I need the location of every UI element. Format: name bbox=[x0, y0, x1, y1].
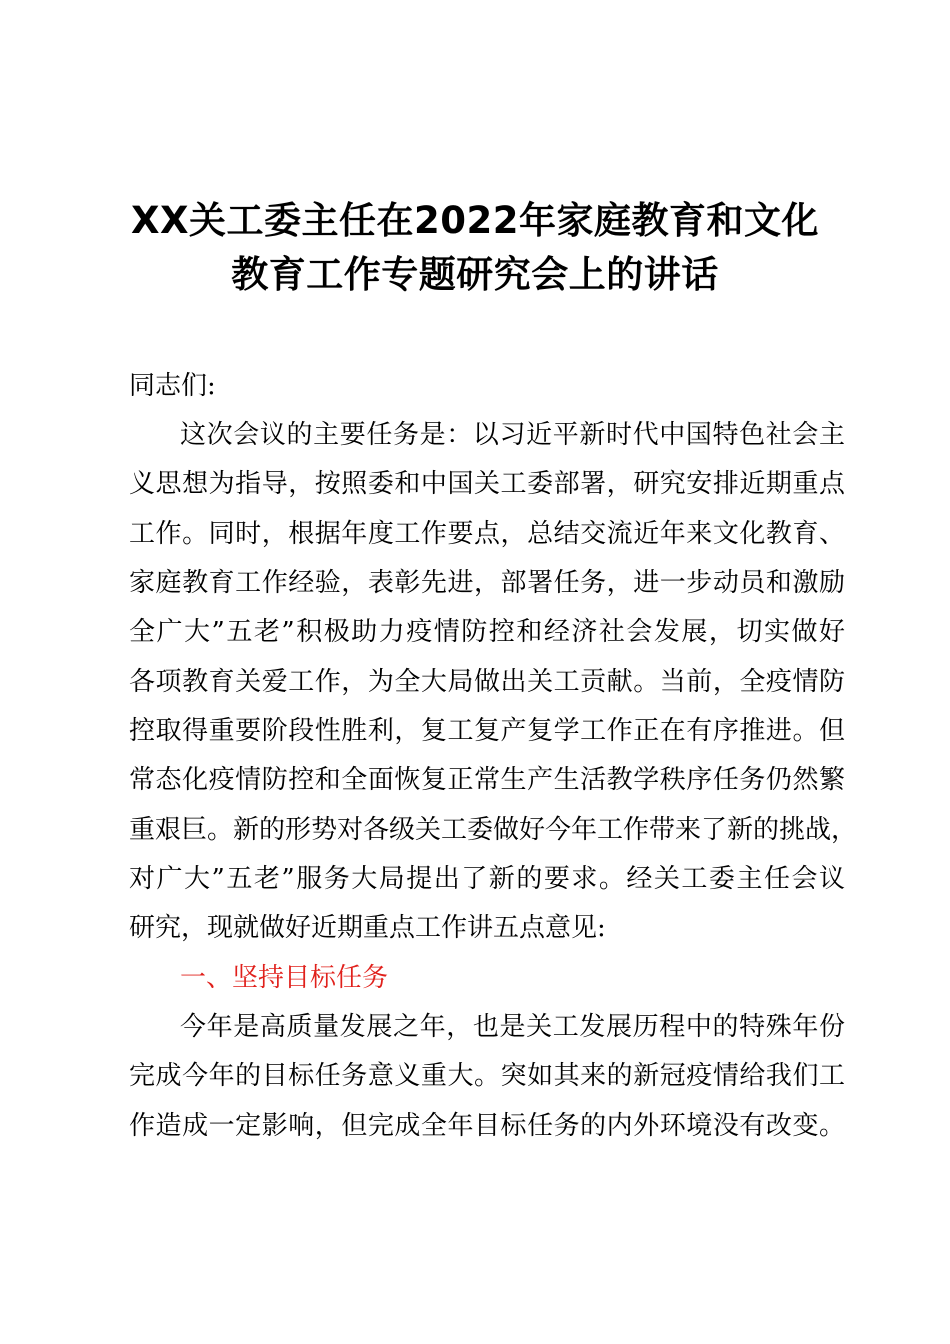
paragraph-1-line: 工作。同时，根据年度工作要点，总结交流近年来文化教育、 bbox=[129, 519, 845, 549]
paragraph-1-line: 对广大”五老”服务大局提出了新的要求。经关工委主任会议 bbox=[129, 864, 845, 894]
paragraph-1-line: 常态化疫情防控和全面恢复正常生产生活教学秩序任务仍然繁 bbox=[129, 765, 845, 795]
document-title-line-2: 教育工作专题研究会上的讲话 bbox=[231, 253, 719, 296]
paragraph-1-line: 各项教育关爱工作，为全大局做出关工贡献。当前，全疫情防 bbox=[129, 667, 845, 697]
paragraph-2-line: 作造成一定影响，但完成全年目标任务的内外环境没有改变。 bbox=[129, 1111, 845, 1141]
paragraph-1-line: 义思想为指导，按照委和中国关工委部署，研究安排近期重点 bbox=[129, 469, 845, 499]
paragraph-1-line: 重艰巨。新的形势对各级关工委做好今年工作带来了新的挑战， bbox=[129, 815, 858, 845]
paragraph-1-line: 这次会议的主要任务是：以习近平新时代中国特色社会主 bbox=[180, 420, 845, 450]
paragraph-2-line: 今年是高质量发展之年，也是关工发展历程中的特殊年份 bbox=[180, 1012, 845, 1042]
paragraph-1-line: 控取得重要阶段性胜利，复工复产复学工作正在有序推进。但 bbox=[129, 716, 845, 746]
paragraph-1-line: 研究，现就做好近期重点工作讲五点意见: bbox=[129, 913, 606, 943]
paragraph-1-line: 家庭教育工作经验，表彰先进，部署任务，进一步动员和激励 bbox=[129, 568, 845, 598]
section-1-heading: 一、坚持目标任务 bbox=[180, 963, 389, 993]
document-title-line-1: XX关工委主任在2022年家庭教育和文化 bbox=[130, 199, 820, 242]
salutation: 同志们: bbox=[129, 371, 216, 401]
paragraph-2-line: 完成今年的目标任务意义重大。突如其来的新冠疫情给我们工 bbox=[129, 1061, 845, 1091]
paragraph-1-line: 全广大”五老”积极助力疫情防控和经济社会发展，切实做好 bbox=[129, 617, 845, 647]
